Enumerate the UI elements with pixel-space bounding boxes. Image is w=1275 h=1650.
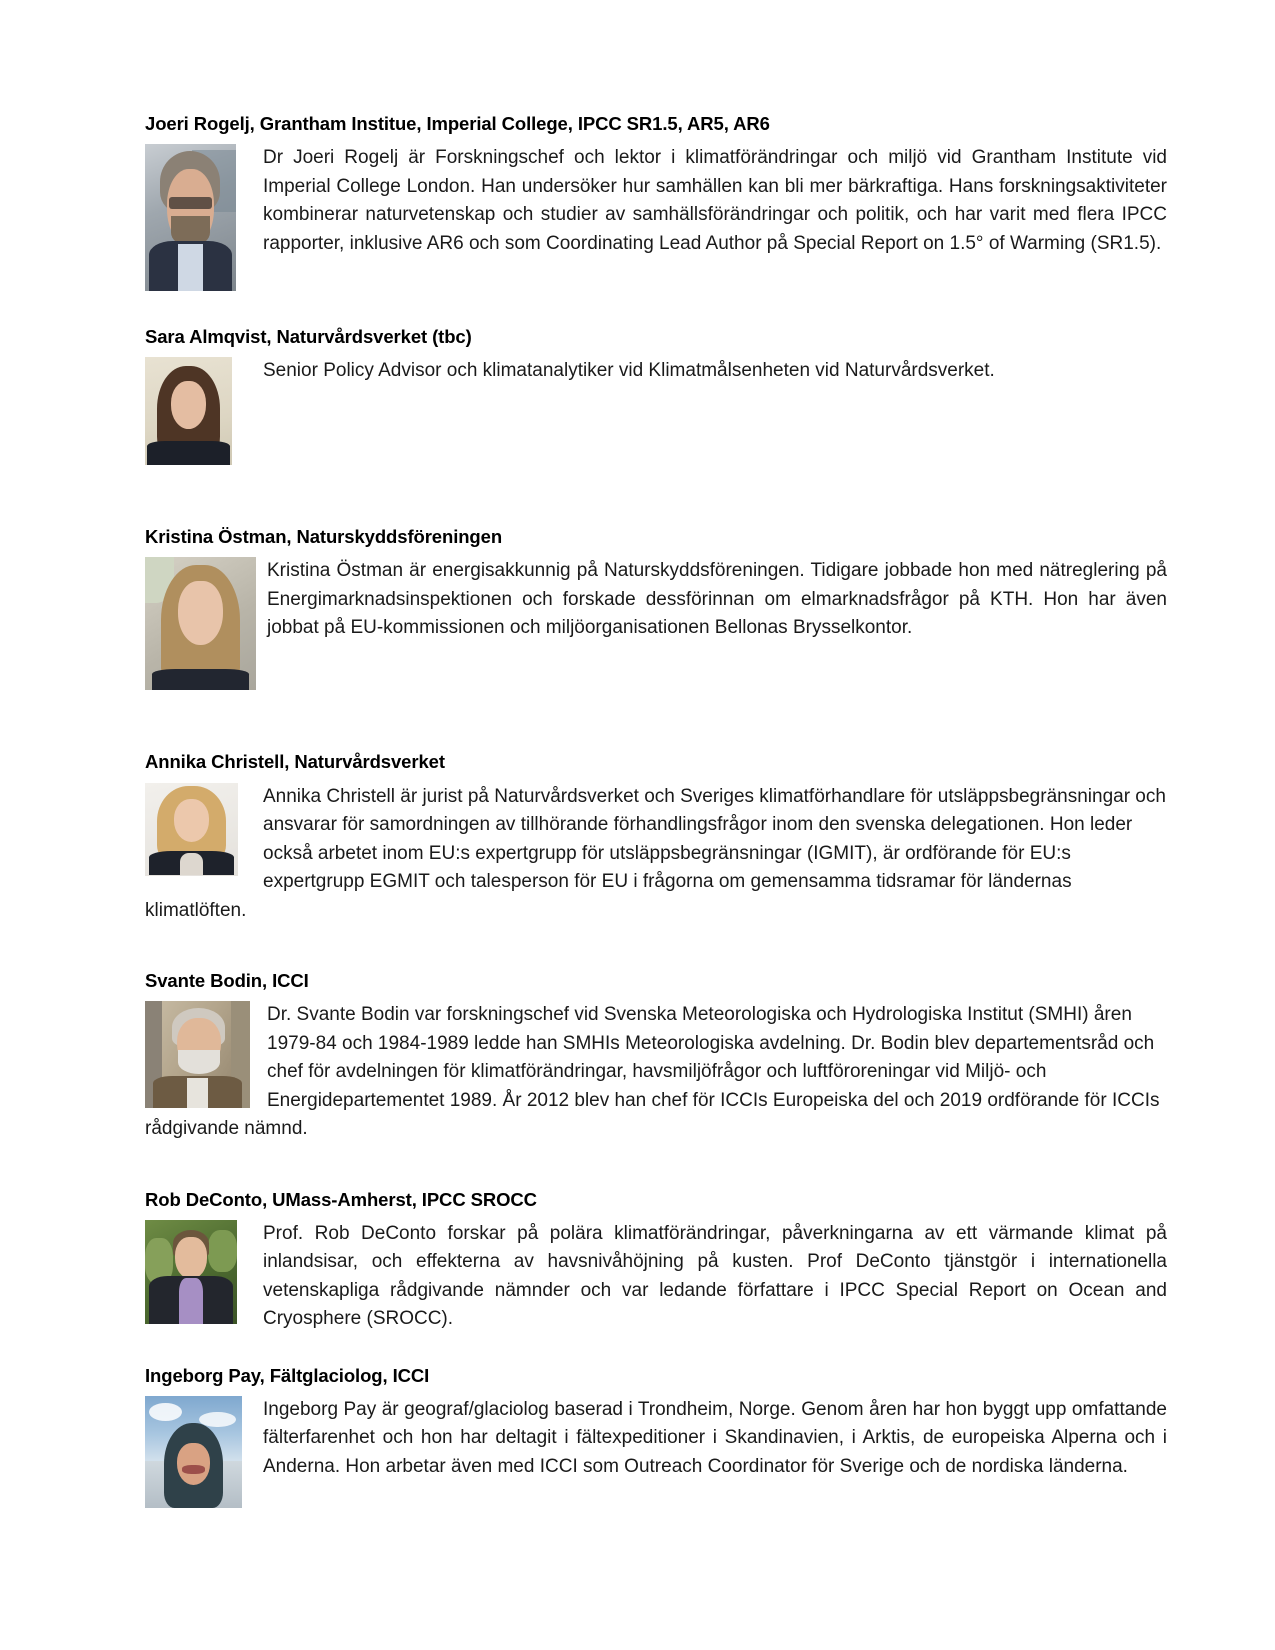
bio-body	[145, 357, 1167, 469]
bio-text: Annika Christell är jurist på Naturvårdsverket och Sveriges klimatförhandlare för utsläppsbegränsningar och ansvarar för samordningen av tillhörande förhandlingsfrågor inom den svenska delegationen. Hon leder också arbetet inom EU:s expertgrupp för utsläppsbegränsningar (IGMIT), är ordförande för EU:s expertgrupp EGMIT och talesperson för EU i frågorna om gemensamma tidsramar för ländernas klimatlöften.	[145, 785, 1166, 921]
bio-body	[145, 557, 1167, 694]
bio-heading: Kristina Östman, Naturskyddsföreningen	[145, 526, 503, 548]
bio-text: Prof. Rob DeConto forskar på polära klimatförändringar, påverkningarna av ett värmande klimat på inlandsisar, och effekterna av havsnivåhöjning på kusten. Prof DeConto tjänstgör i internationella vetenskapliga rådgivande nämnder och var ledande författare i IPCC Special Report on Ocean and Cryosphere (SROCC).	[263, 1222, 1167, 1330]
portrait-photo-joeri-rogelj	[145, 144, 236, 291]
bio-entry-joeri-rogelj	[145, 112, 1167, 295]
spacer	[145, 1144, 1167, 1188]
portrait-photo-kristina-ostman	[145, 557, 256, 690]
bio-heading: Ingeborg Pay, Fältglaciolog, ICCI	[145, 1364, 430, 1386]
bio-body	[145, 1396, 1167, 1512]
bio-text: Ingeborg Pay är geograf/glaciolog baserad i Trondheim, Norge. Genom åren har hon byggt upp omfattande fälterfarenhet och hon har deltagit i fältexpeditioner i Skandinavien, i Arktis, de europeiska Alperna och i Anderna. Hon arbetar även med ICCI som Outreach Coordinator för Sverige och de nordiska länderna.	[263, 1398, 1167, 1477]
document-content	[145, 112, 1167, 1512]
spacer	[145, 694, 1167, 750]
bio-entry-kristina-ostman	[145, 525, 1167, 694]
spacer	[145, 295, 1167, 325]
spacer	[145, 925, 1167, 969]
portrait-photo-annika-christell	[145, 783, 238, 876]
portrait-photo-sara-almqvist	[145, 357, 232, 465]
bio-text: Senior Policy Advisor och klimatanalytiker vid Klimatmålsenheten vid Naturvårdsverket.	[263, 360, 995, 382]
bio-body	[145, 1001, 1167, 1144]
bio-body	[145, 144, 1167, 295]
bio-text: Dr Joeri Rogelj är Forskningschef och lektor i klimatförändringar och miljö vid Grantham Institute vid Imperial College London. Han undersöker hur samhällen kan bli mer bärkraftiga. Hans forskningsaktiviteter kombinerar naturvetenskap och studier av samhällsförändringar och politik, och har varit med flera IPCC rapporter, inklusive AR6 och som Coordinating Lead Author på Special Report on 1.5° of Warming (SR1.5).	[263, 147, 1167, 254]
bio-text: Dr. Svante Bodin var forskningschef vid Svenska Meteorologiska och Hydrologiska Institut (SMHI) åren 1979-84 och 1984-1989 ledde han SMHIs Meteorologiska avdelning. Dr. Bodin blev departementsråd och chef för avdelningen för klimatförändringar, havsmiljöfrågor och luftföroreningar vid Miljö- och Energidepartementet 1989. År 2012 blev han chef för ICCIs Europeiska del och 2019 ordförande för ICCIs rådgivande nämnd.	[145, 1004, 1160, 1140]
bio-body	[145, 1220, 1167, 1334]
portrait-photo-ingeborg-pay	[145, 1396, 242, 1508]
bio-heading: Sara Almqvist, Naturvårdsverket (tbc)	[145, 326, 472, 348]
spacer	[145, 469, 1167, 525]
bio-heading: Svante Bodin, ICCI	[145, 970, 309, 991]
bio-body	[145, 783, 1167, 926]
portrait-photo-rob-deconto	[145, 1220, 237, 1324]
bio-entry-svante-bodin	[145, 969, 1167, 1144]
bio-heading: Joeri Rogelj, Grantham Institue, Imperial College, IPCC SR1.5, AR5, AR6	[145, 113, 770, 134]
bio-entry-rob-deconto	[145, 1188, 1167, 1334]
bio-entry-ingeborg-pay	[145, 1364, 1167, 1512]
bio-heading: Annika Christell, Naturvårdsverket	[145, 751, 445, 773]
bio-heading: Rob DeConto, UMass-Amherst, IPCC SROCC	[145, 1188, 537, 1210]
bio-text: Kristina Östman är energisakkunnig på Naturskyddsföreningen. Tidigare jobbade hon med nätreglering på Energimarknadsinspektionen och forskade dessförinnan om elmarknadsfrågor på KTH. Hon har även jobbat på EU-kommissionen och miljöorganisationen Bellonas Brysselkontor.	[267, 560, 1167, 639]
bio-entry-sara-almqvist	[145, 325, 1167, 469]
spacer	[145, 1334, 1167, 1364]
portrait-photo-svante-bodin	[145, 1001, 250, 1108]
bio-entry-annika-christell	[145, 750, 1167, 925]
